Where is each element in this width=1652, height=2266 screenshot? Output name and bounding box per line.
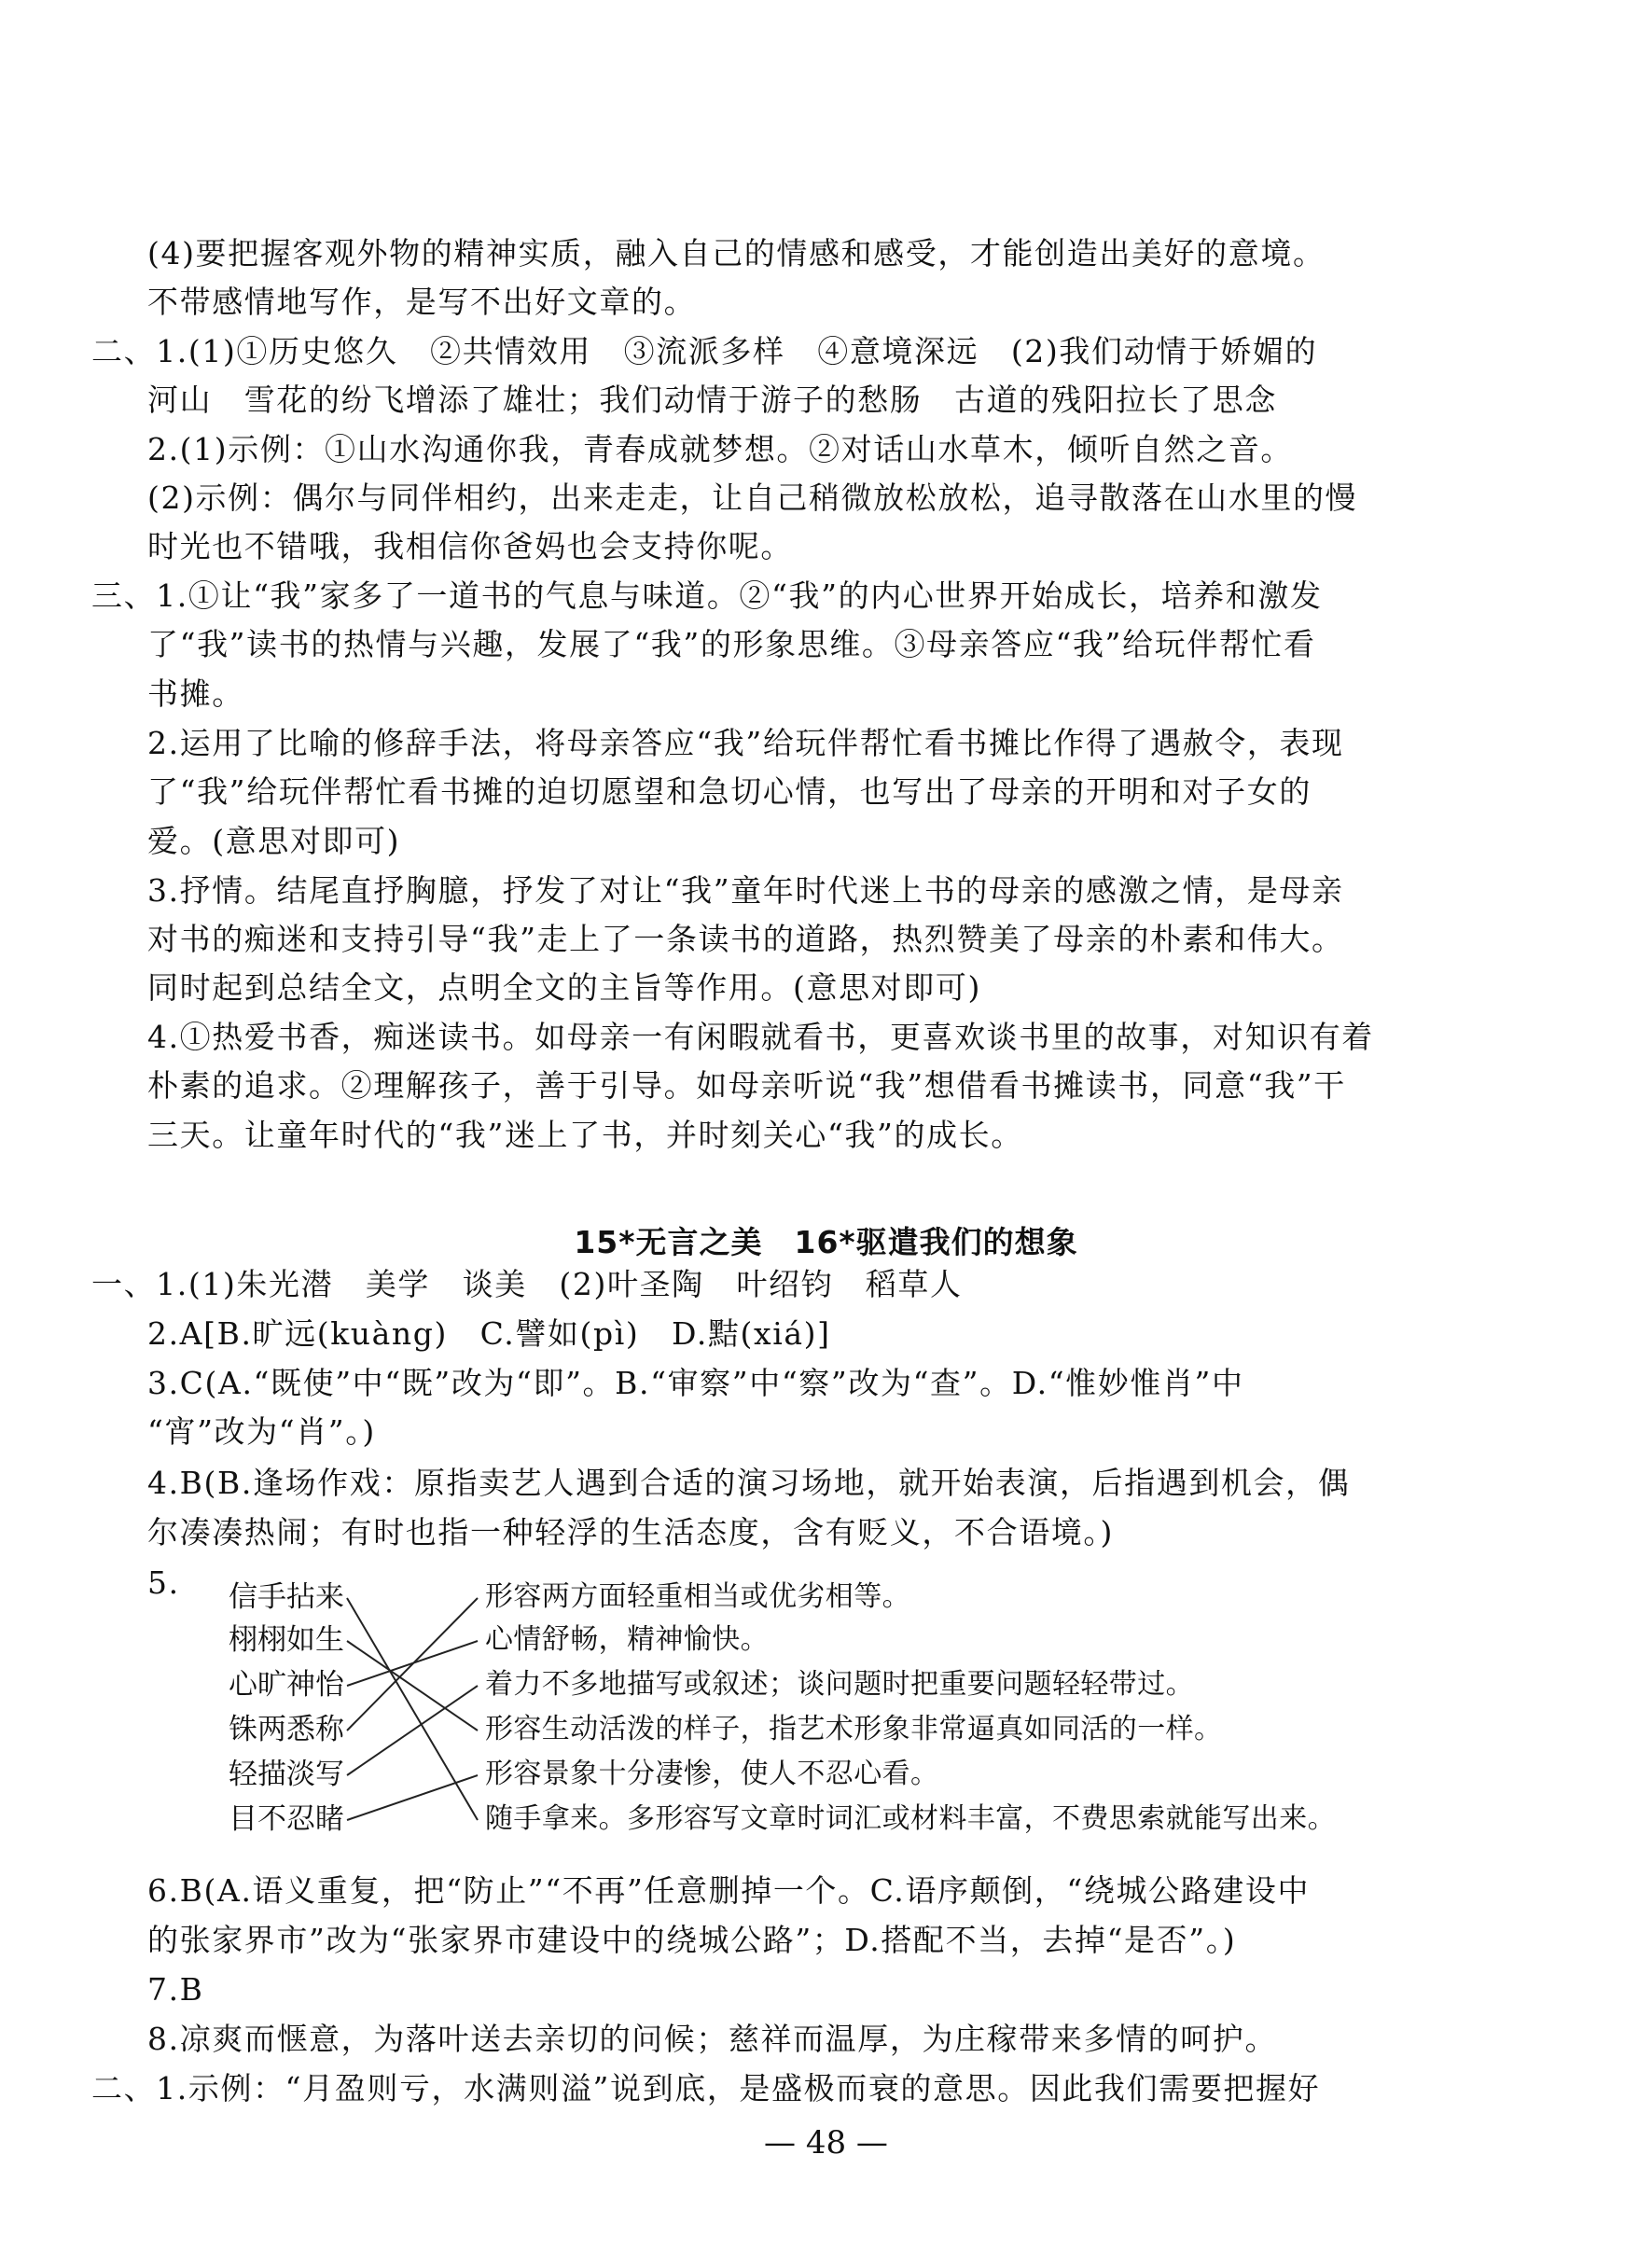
definition: 形容两方面轻重相当或优劣相等。: [485, 1580, 910, 1613]
section-title: 15*无言之美 16*驱遣我们的想象: [574, 1224, 1078, 1260]
text-line: 爱。(意思对即可): [147, 823, 401, 859]
text-line: 2.(1)示例：①山水沟通你我，青春成就梦想。②对话山水草木，倾听自然之音。: [147, 431, 1294, 467]
match-line: [347, 1686, 478, 1775]
text-line: 时光也不错哦，我相信你爸妈也会支持你呢。: [147, 528, 793, 564]
text-line: 朴素的追求。②理解孩子，善于引导。如母亲听说“我”想借看书摊读书，同意“我”干: [147, 1067, 1346, 1104]
match-line: [347, 1775, 478, 1820]
text-line: 尔凑凑热闹；有时也指一种轻浮的生活态度，含有贬义，不合语境。): [147, 1514, 1114, 1550]
text-line: 4.①热爱书香，痴迷读书。如母亲一有闲暇就看书，更喜欢谈书里的故事，对知识有着: [147, 1019, 1374, 1055]
text-line: 4.B(B.逢场作戏：原指卖艺人遇到合适的演习场地，就开始表演，后指遇到机会，偶: [147, 1465, 1351, 1501]
text-line: 了“我”读书的热情与兴趣，发展了“我”的形象思维。③母亲答应“我”给玩伴帮忙看: [147, 626, 1316, 662]
text-line: 同时起到总结全文，点明全文的主旨等作用。(意思对即可): [147, 969, 981, 1006]
text-line: 三、1.①让“我”家多了一道书的气息与味道。②“我”的内心世界开始成长，培养和激发: [91, 577, 1323, 614]
definition: 形容生动活泼的样子，指艺术形象非常逼真如同活的一样。: [485, 1713, 1223, 1745]
match-line: [347, 1641, 478, 1686]
text-line: 3.抒情。结尾直抒胸臆，抒发了对让“我”童年时代迷上书的母亲的感激之情，是母亲: [147, 872, 1344, 909]
text-line: 5.: [147, 1564, 180, 1601]
idiom: 心旷神怡: [229, 1668, 344, 1702]
idiom: 信手拈来: [229, 1580, 344, 1614]
definition: 心情舒畅，精神愉快。: [485, 1623, 769, 1656]
idiom: 轻描淡写: [229, 1758, 344, 1791]
match-line: [347, 1598, 478, 1731]
text-line: 3.C(A.“既使”中“既”改为“即”。B.“审察”中“察”改为“查”。D.“惟妙惟肖”中: [147, 1365, 1244, 1401]
text-line: 河山 雪花的纷飞增添了雄壮；我们动情于游子的愁肠 古道的残阳拉长了思念: [147, 382, 1277, 418]
text-line: 8.凉爽而惬意，为落叶送去亲切的问候；慈祥而温厚，为庄稼带来多情的呵护。: [147, 2021, 1278, 2057]
text-line: 2.A[B.旷远(kuàng) C.譬如(pì) D.黠(xiá)]: [147, 1315, 831, 1352]
text-line: 二、1.示例：“月盈则亏，水满则溢”说到底，是盛极而衰的意思。因此我们需要把握好: [91, 2070, 1321, 2106]
idiom: 铢两悉称: [229, 1713, 344, 1746]
text-line: 一、1.(1)朱光潜 美学 谈美 (2)叶圣陶 叶绍钧 稻草人: [91, 1266, 963, 1302]
page-number: — 48 —: [764, 2124, 888, 2162]
text-line: “宵”改为“肖”。): [147, 1413, 376, 1450]
idiom: 栩栩如生: [229, 1623, 344, 1657]
text-line: 了“我”给玩伴帮忙看书摊的迫切愿望和急切心情，也写出了母亲的开明和对子女的: [147, 773, 1312, 810]
match-line: [347, 1598, 478, 1820]
idiom: 目不忍睹: [229, 1802, 344, 1836]
text-line: 6.B(A.语义重复，把“防止”“不再”任意删掉一个。C.语序颠倒，“绕城公路建设中: [147, 1872, 1311, 1909]
text-line: 二、1.(1)①历史悠久 ②共情效用 ③流派多样 ④意境深远 (2)我们动情于娇媚的: [91, 333, 1318, 369]
text-line: 书摊。: [147, 675, 244, 712]
text-line: (2)示例：偶尔与同伴相约，出来走走，让自己稍微放松放松，追寻散落在山水里的慢: [147, 480, 1358, 516]
definition: 形容景象十分凄惨，使人不忍心看。: [485, 1758, 939, 1790]
text-line: 2.运用了比喻的修辞手法，将母亲答应“我”给玩伴帮忙看书摊比作得了遇赦令，表现: [147, 725, 1344, 761]
text-line: (4)要把握客观外物的精神实质，融入自己的情感和感受，才能创造出美好的意境。: [147, 235, 1326, 271]
definition: 着力不多地描写或叙述；谈问题时把重要问题轻轻带过。: [485, 1668, 1194, 1701]
text-line: 对书的痴迷和支持引导“我”走上了一条读书的道路，热烈赞美了母亲的朴素和伟大。: [147, 921, 1344, 957]
text-line: 的张家界市”改为“张家界市建设中的绕城公路”；D.搭配不当，去掉“是否”。): [147, 1922, 1237, 1958]
text-line: 7.B: [147, 1971, 204, 2008]
definition: 随手拿来。多形容写文章时词汇或材料丰富，不费思索就能写出来。: [485, 1802, 1336, 1835]
text-line: 三天。让童年时代的“我”迷上了书，并时刻关心“我”的成长。: [147, 1117, 1023, 1153]
text-line: 不带感情地写作，是写不出好文章的。: [147, 284, 697, 320]
match-line: [347, 1641, 478, 1731]
